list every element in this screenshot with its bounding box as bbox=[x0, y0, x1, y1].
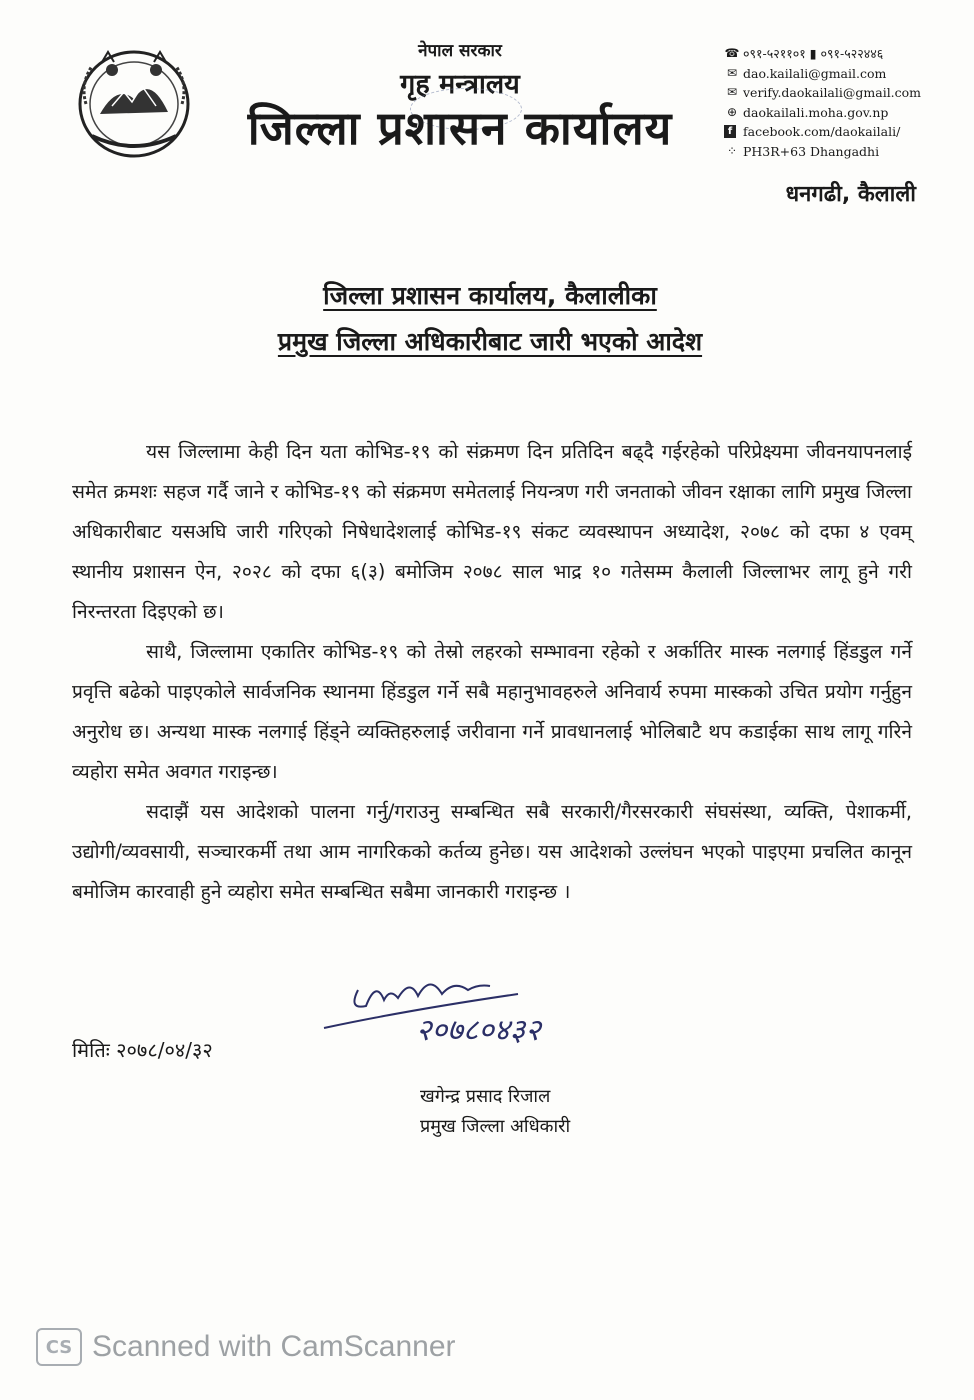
issue-date: मितिः २०७८/०४/३२ bbox=[72, 1038, 213, 1062]
watermark-text: Scanned with CamScanner bbox=[92, 1330, 456, 1363]
contact-block bbox=[724, 44, 954, 161]
signer-name: खगेन्द्र प्रसाद रिजाल bbox=[420, 1086, 551, 1107]
order-body bbox=[72, 432, 912, 912]
contact-phone: ☎ ०९१-५२११०१ ▮ ०९१-५२२४४६ bbox=[724, 44, 954, 64]
contact-facebook: f facebook.com/daokailali/ bbox=[724, 122, 954, 142]
office-name: जिल्ला प्रशासन कार्यालय bbox=[247, 101, 673, 155]
contact-verify-email: ✉ verify.daokailali@gmail.com bbox=[724, 83, 954, 103]
location-icon: ⁘ bbox=[726, 143, 738, 158]
globe-icon: ⊕ bbox=[726, 104, 738, 119]
signer-block bbox=[420, 1082, 640, 1142]
document-title-line1: जिल्ला प्रशासन कार्यालय, कैलालीका bbox=[323, 281, 657, 310]
nepal-emblem-icon bbox=[72, 44, 196, 162]
signature-date: २०७८०४३२ bbox=[416, 1013, 541, 1048]
paragraph: साथै, जिल्लामा एकातिर कोभिड-१९ को तेस्रो लहरको सम्भावना रहेको र अर्कातिर मास्क नलगाई हिंडडुल गर्ने प्रवृत्ति बढेको पाइएकोले सार्वजनिक स्थानमा हिंडडुल गर्ने सबै महानुभावहरुले अनिवार्य रुपमा मास्कको उचित प्रयोग गर्नुहुन अनुरोध छ। अन्यथा मास्क नलगाई हिंड्ने व्यक्तिहरुलाई जरीवाना गर्ने प्रावधानलाई भोलिबाटै थप कडाईका साथ लागू गरिने व्यहोरा समेत अवगत गराइन्छ। bbox=[72, 640, 912, 783]
government-label: नेपाल सरकार bbox=[418, 41, 502, 61]
contact-plus-code: ⁘ PH3R+63 Dhangadhi bbox=[724, 142, 954, 162]
phone-icon: ☎ bbox=[724, 46, 740, 60]
paragraph: सदाझैं यस आदेशको पालना गर्नु/गराउनु सम्बन्धित सबै सरकारी/गैरसरकारी संघसंस्था, व्यक्ति, पेशाकर्मी, उद्योगी/व्यवसायी, सञ्चारकर्मी तथा आम नागरिकको कर्तव्य हुनेछ। यस आदेशको उल्लंघन भएको पाइएमा प्रचलित कानून बमोजिम कारवाही हुने व्यहोरा समेत सम्बन्धित सबैमा जानकारी गराइन्छ । bbox=[72, 800, 912, 903]
mail-icon: ✉ bbox=[726, 65, 738, 80]
contact-email: ✉ dao.kailali@gmail.com bbox=[724, 64, 954, 84]
ministry-name: गृह मन्त्रालय bbox=[400, 69, 520, 100]
contact-website: ⊕ daokailali.moha.gov.np bbox=[724, 103, 954, 123]
camscanner-watermark bbox=[36, 1322, 556, 1372]
paragraph: यस जिल्लामा केही दिन यता कोभिड-१९ को संक्रमण दिन प्रतिदिन बढ्दै गईरहेको परिप्रेक्ष्यमा जीवनयापनलाई समेत क्रमशः सहज गर्दै जाने र कोभिड-१९ को संक्रमण समेतलाई नियन्त्रण गरी जनताको जीवन रक्षाका लागि प्रमुख जिल्ला अधिकारीबाट यसअघि जारी गरिएको निषेधादेशलाई कोभिड-१९ संकट व्यवस्थापन अध्यादेश, २०७८ को दफा ४ एवम् स्थानीय प्रशासन ऐन, २०२८ को दफा ६(३) बमोजिम २०७८ साल भाद्र १० गतेसम्म कैलाली जिल्लाभर लागू हुने गरी निरन्तरता दिइएको छ। bbox=[72, 440, 912, 623]
mail-icon: ✉ bbox=[726, 85, 738, 99]
office-location: धनगढी, कैलाली bbox=[785, 182, 916, 207]
camscanner-logo: CS bbox=[36, 1328, 82, 1366]
signer-designation: प्रमुख जिल्ला अधिकारी bbox=[420, 1116, 571, 1137]
document-title-line2: प्रमुख जिल्ला अधिकारीबाट जारी भएको आदेश bbox=[277, 327, 703, 356]
handwritten-signature bbox=[318, 960, 608, 1060]
facebook-icon: f bbox=[724, 125, 736, 138]
